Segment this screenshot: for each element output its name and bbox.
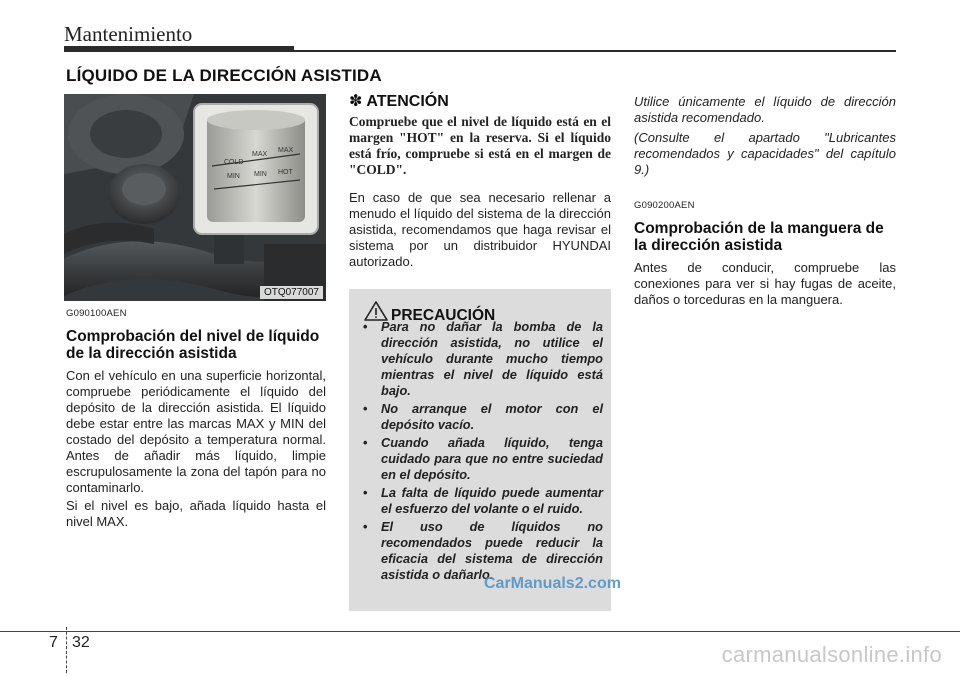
caution-item: • El uso de líquidos no recomendados puede reducir la eficacia del sistema de dirección asistida o dañarlo. — [361, 519, 603, 583]
chapter-header-title: Mantenimiento — [64, 22, 193, 46]
paragraph: Con el vehículo en una superficie horizontal, compruebe periódicamente el líquido del depósito de la dirección asistida. El líquido debe estar entre las marcas MAX y MIN del costado del depósito a temperatura normal. Antes de añadir más líquido, limpie escrupulosamente la zona del tapón para no contaminarlo. — [66, 368, 326, 495]
watermark-mid: CarManuals2.com — [484, 575, 621, 592]
refill-paragraph: En caso de que sea necesario rellenar a menudo el líquido del sistema de la dirección asistida, recomendamos que haga revisar el sistema por un distribuidor HYUNDAI autorizado. — [349, 190, 611, 269]
column-3 — [634, 94, 896, 308]
reservoir-label-max-1: MAX — [252, 151, 268, 158]
column-1 — [66, 306, 326, 532]
header-bar-thin — [294, 50, 896, 52]
reservoir-label-hot: HOT — [278, 169, 293, 176]
caution-title: PRECAUCIÓN — [391, 307, 496, 324]
caution-list — [361, 319, 603, 585]
paragraph: Si el nivel es bajo, añada líquido hasta el nivel MAX. — [66, 498, 326, 529]
italic-paragraph: (Consulte el apartado "Lubricantes recomendados y capacidades" del capítulo 9.) — [634, 130, 896, 177]
subtitle-hose-check: Comprobación de la manguera de la dirección asistida — [634, 220, 884, 254]
italic-paragraph: Utilice únicamente el líquido de dirección asistida recomendado. — [634, 94, 896, 125]
section-title: LÍQUIDO DE LA DIRECCIÓN ASISTIDA — [66, 66, 382, 85]
section-code-level: G090100AEN — [66, 308, 127, 319]
subtitle-level-check: Comprobación del nivel de líquido de la dirección asistida — [66, 328, 320, 362]
page-number: 32 — [72, 634, 90, 651]
body-hose-check: Antes de conducir, compruebe las conexiones para ver si hay fugas de aceite, daños o torceduras en la manguera. — [634, 260, 896, 307]
reservoir-label-cold: COLD — [224, 159, 244, 166]
page-chapter-number: 7 — [49, 634, 58, 651]
caution-item: • La falta de líquido puede aumentar el esfuerzo del volante o el ruido. — [361, 485, 603, 517]
caution-item: • Para no dañar la bomba de la dirección asistida, no utilice el vehículo durante mucho tiempo mientras el nivel de líquido está bajo. — [361, 319, 603, 399]
section-code-hose: G090200AEN — [634, 200, 695, 211]
footer-divider — [66, 627, 67, 673]
reservoir-label-min-2: MIN — [254, 171, 267, 178]
footer-rule — [0, 631, 960, 632]
photo-caption: OTQ077007 — [260, 286, 323, 299]
caution-item: • No arranque el motor con el depósito vacío. — [361, 401, 603, 433]
notice-heading — [349, 94, 611, 110]
caution-item: • Cuando añada líquido, tenga cuidado para que no entre suciedad en el depósito. — [361, 435, 603, 483]
reservoir-label-max-2: MAX — [278, 147, 294, 154]
notice-title: ATENCIÓN — [366, 93, 449, 110]
body-level-check — [66, 368, 326, 530]
caution-box — [349, 289, 611, 611]
header-bar-thick — [64, 46, 294, 52]
asterisk-icon: ✽ — [349, 93, 363, 110]
watermark-bottom: carmanualsonline.info — [721, 642, 942, 667]
notice-bold-text: Compruebe que el nivel de líquido está en el margen "HOT" en la reserva. Si el líquido está frío, compruebe si está en el margen de "COLD". — [349, 114, 611, 177]
reservoir-photo — [64, 94, 326, 301]
column-2 — [349, 94, 611, 270]
reservoir-label-min-1: MIN — [227, 173, 240, 180]
